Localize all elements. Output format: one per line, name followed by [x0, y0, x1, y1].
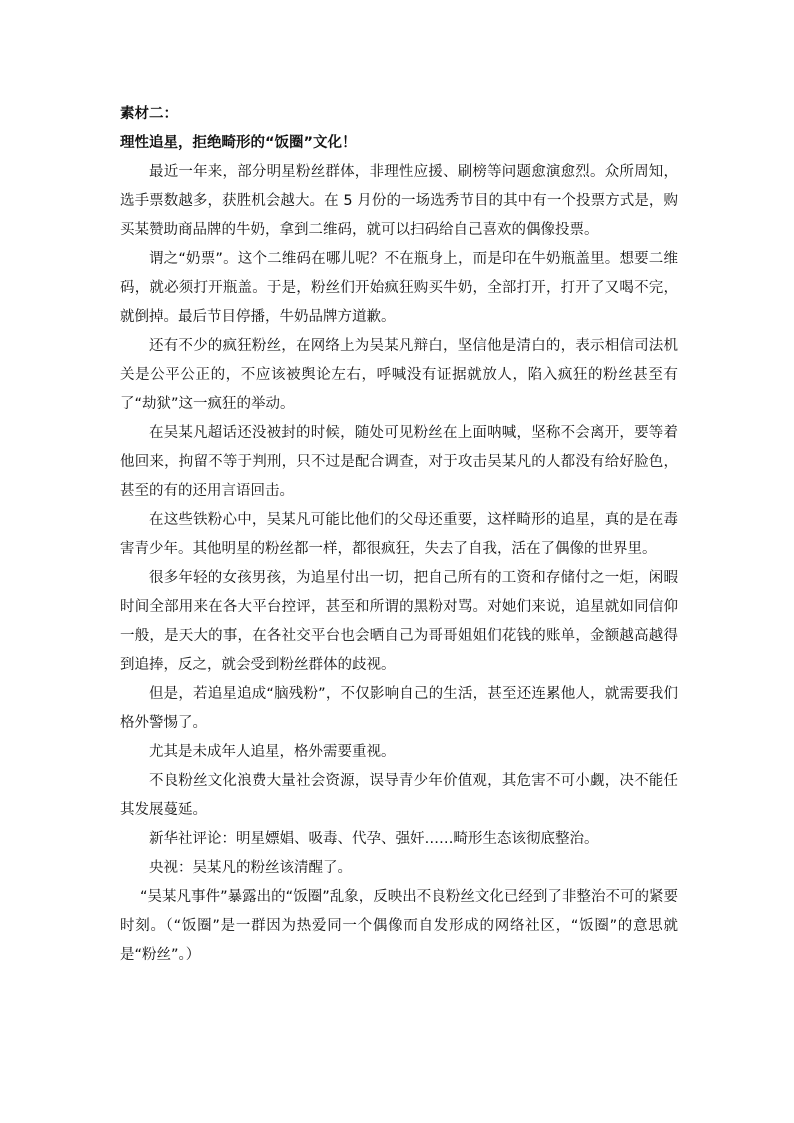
closing-paragraph: “吴某凡事件”暴露出的“饭圈”乱象，反映出不良粉丝文化已经到了非整治不可的紧要时刻。（“饭圈”是一群因为热爱同一个偶像而自发形成的网络社区，“饭圈”的意思就是“粉丝”。） [120, 889, 678, 963]
paragraph: 在吴某凡超话还没被封的时候，随处可见粉丝在上面呐喊，坚称不会离开，要等着他回来，拘留不等于判刑，只不过是配合调查，对于攻击吴某凡的人都没有给好脸色，甚至的有的还用言语回击。 [120, 425, 678, 499]
paragraph: 尤其是未成年人追星，格外需要重视。 [149, 744, 396, 760]
paragraph: 还有不少的疯狂粉丝，在网络上为吴某凡辩白，坚信他是清白的，表示相信司法机关是公平公正的，不应该被舆论左右，呼喊没有证据就放人，陷入疯狂的粉丝甚至有了“劫狱”这一疯狂的举动。 [120, 338, 678, 412]
paragraph: 不良粉丝文化浪费大量社会资源，误导青少年价值观，其危害不可小觑，决不能任其发展蔓延。 [120, 773, 678, 818]
paragraph: 在这些铁粉心中，吴某凡可能比他们的父母还重要，这样畸形的追星，真的是在毒害青少年。其他明星的粉丝都一样，都很疯狂，失去了自我，活在了偶像的世界里。 [120, 512, 678, 557]
paragraph: 新华社评论：明星嫖娼、吸毒、代孕、强奸……畸形生态该彻底整治。 [149, 831, 599, 847]
paragraph: 央视：吴某凡的粉丝该清醒了。 [149, 860, 352, 876]
article-title: 理性追星，拒绝畸形的“饭圈”文化！ [120, 135, 357, 151]
paragraph: 谓之“奶票”。这个二维码在哪儿呢？不在瓶身上，而是印在牛奶瓶盖里。想要二维码，就必须打开瓶盖。于是，粉丝们开始疯狂购买牛奶，全部打开，打开了又喝不完，就倒掉。最后节目停播，牛奶品牌方道歉。 [120, 251, 678, 325]
paragraph: 但是，若追星追成“脑残粉”，不仅影响自己的生活，甚至还连累他人，就需要我们格外警惕了。 [120, 686, 678, 731]
paragraph: 最近一年来，部分明星粉丝群体，非理性应援、刷榜等问题愈演愈烈。众所周知，选手票数越多，获胜机会越大。在 5 月份的一场选秀节目的其中有一个投票方式是，购买某赞助商品牌的牛奶，拿到二维码，就可以扫码给自己喜欢的偶像投票。 [120, 164, 678, 238]
paragraph: 很多年轻的女孩男孩，为追星付出一切，把自己所有的工资和存储付之一炬，闲暇时间全部用来在各大平台控评，甚至和所谓的黑粉对骂。对她们来说，追星就如同信仰一般，是天大的事，在各社交平台也会晒自己为哥哥姐姐们花钱的账单，金额越高越得到追捧，反之，就会受到粉丝群体的歧视。 [120, 570, 678, 673]
document-body [120, 100, 678, 970]
material-label: 素材二： [120, 106, 178, 122]
